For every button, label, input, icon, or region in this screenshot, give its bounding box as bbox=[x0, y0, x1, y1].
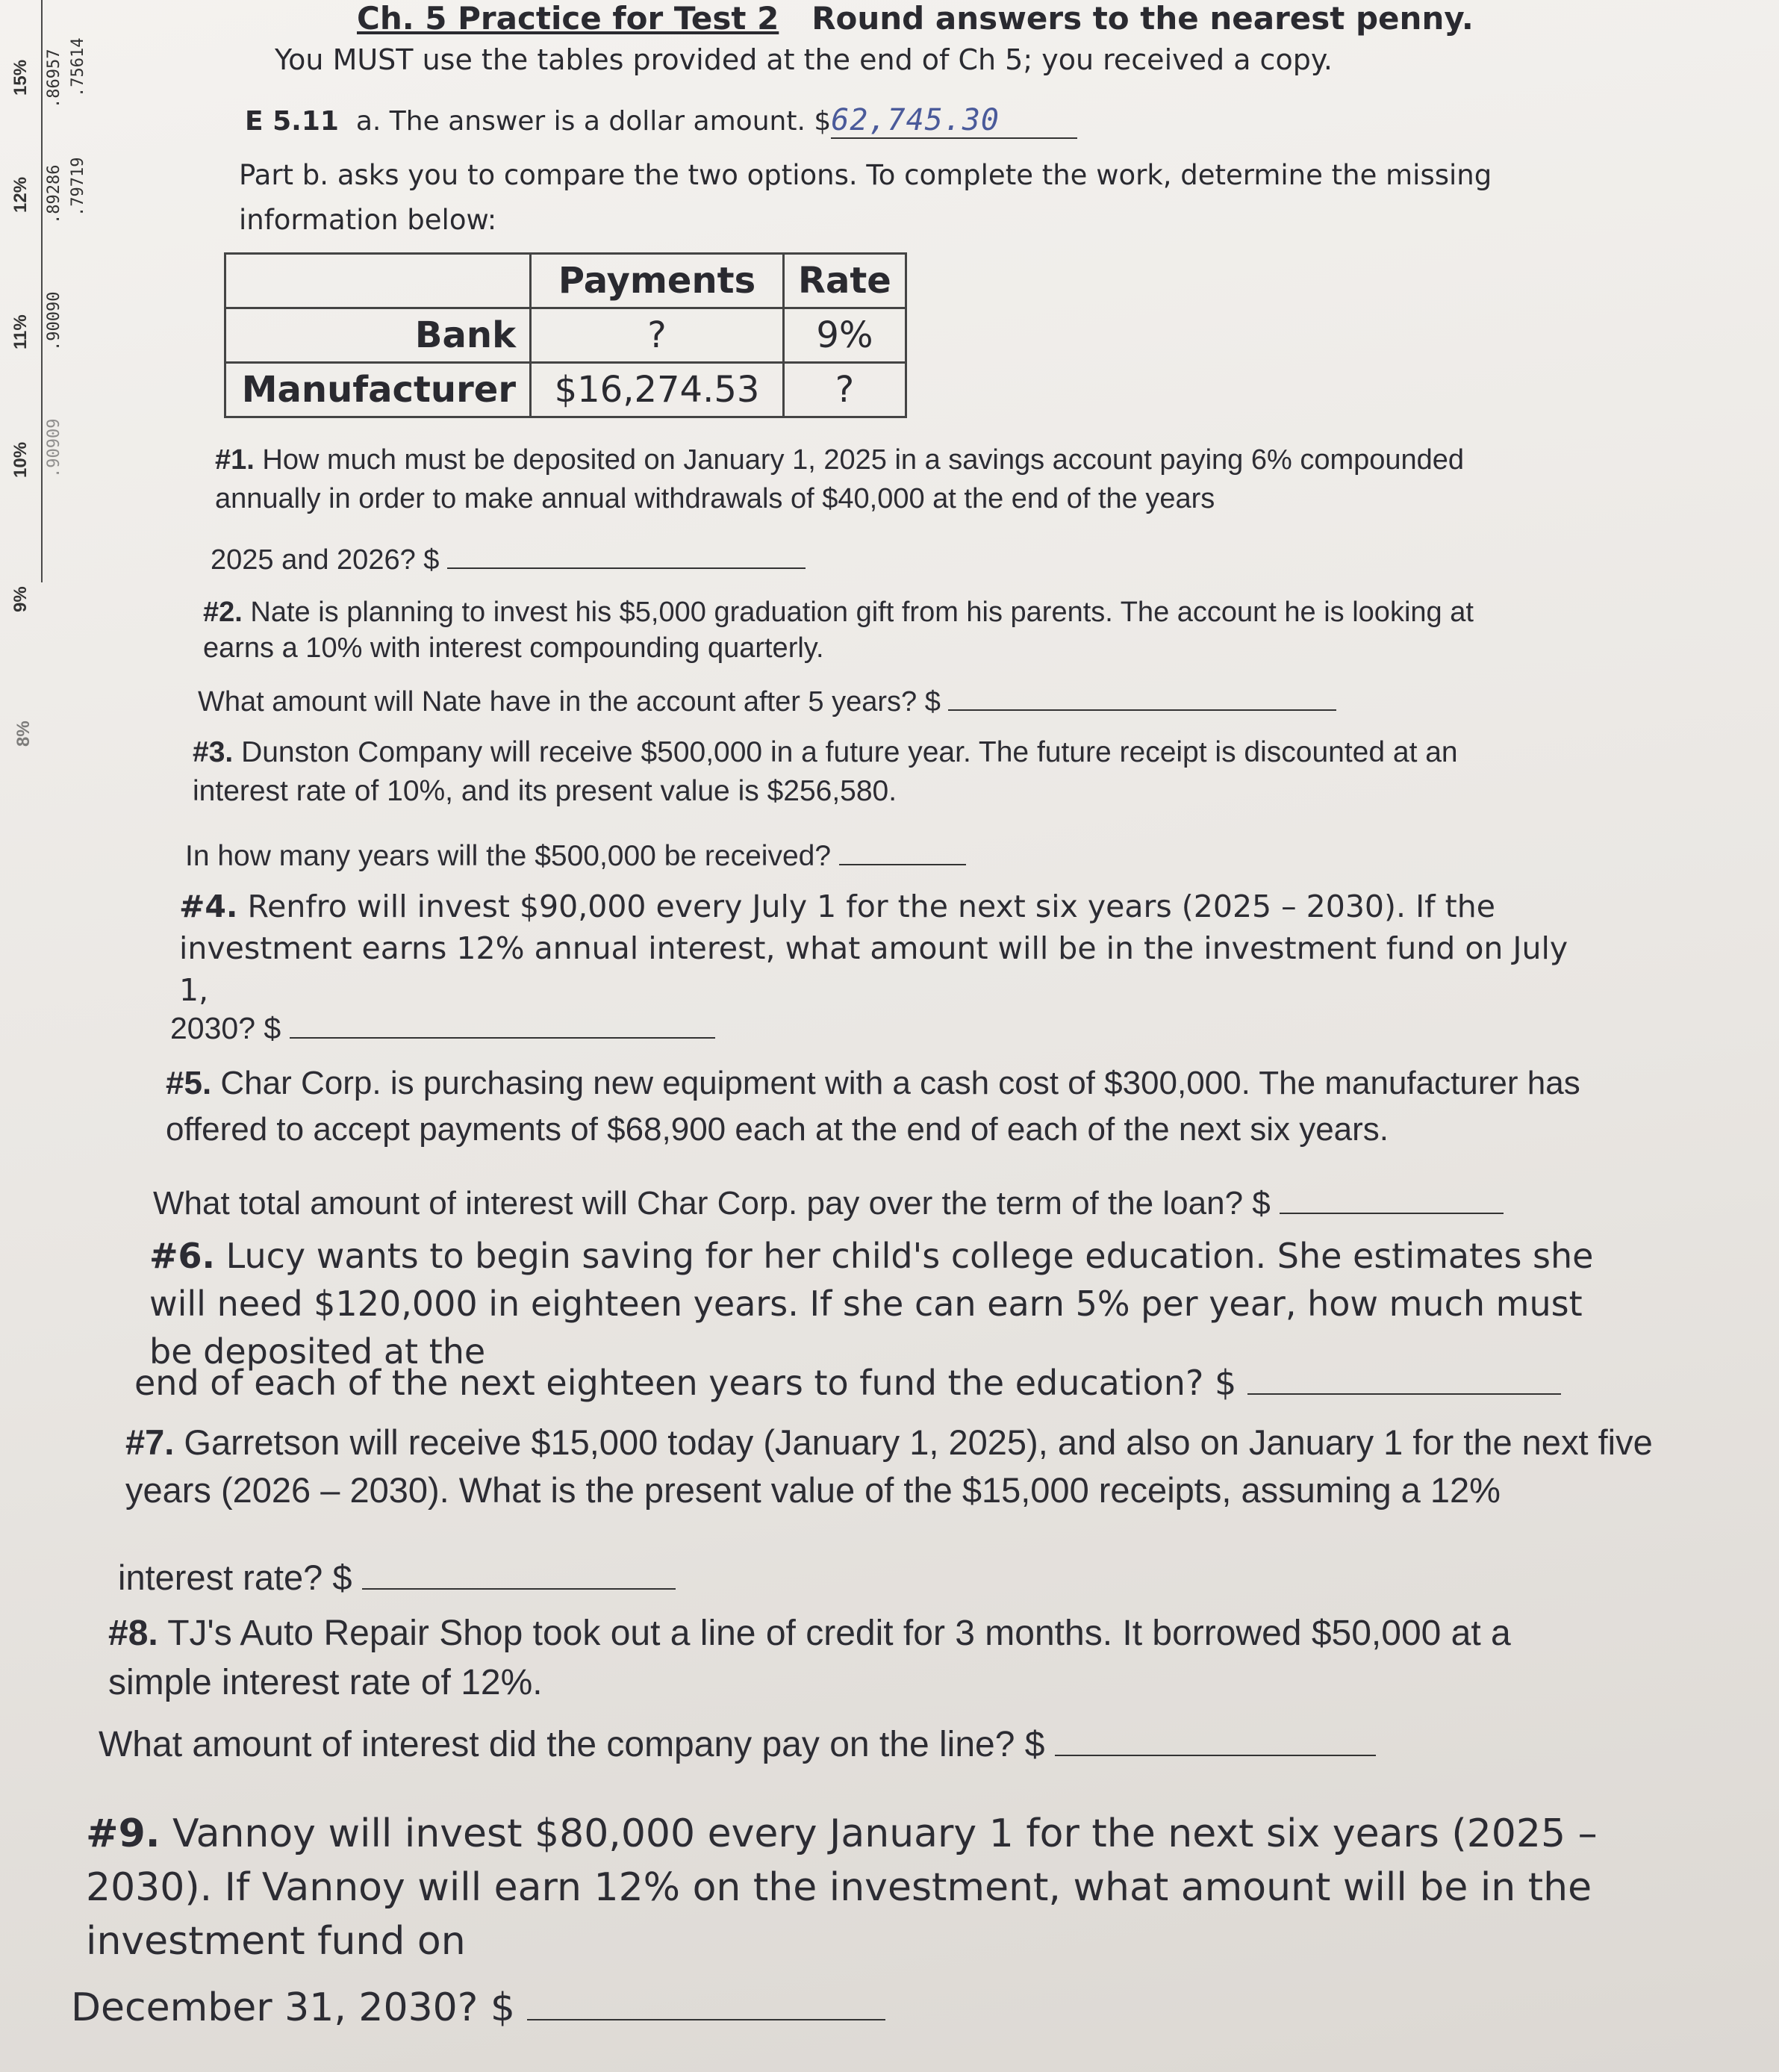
row-name: Manufacturer bbox=[225, 363, 531, 417]
answer-blank[interactable] bbox=[362, 1553, 676, 1590]
question-1-prompt bbox=[211, 539, 806, 576]
answer-prompt: 2025 and 2026? $ bbox=[211, 544, 440, 576]
row-rate: ? bbox=[784, 363, 906, 417]
question-number: #5. bbox=[166, 1065, 212, 1101]
side-rate: 10% bbox=[10, 441, 31, 478]
answer-prompt: In how many years will the $500,000 be received? bbox=[185, 840, 832, 872]
side-value: .90909 bbox=[45, 418, 63, 478]
side-rate: 11% bbox=[10, 314, 31, 349]
options-table bbox=[224, 252, 907, 418]
answer-blank[interactable] bbox=[1247, 1359, 1561, 1395]
question-8 bbox=[108, 1609, 1624, 1708]
answer-blank[interactable] bbox=[839, 835, 966, 865]
answer-blank[interactable] bbox=[948, 681, 1336, 711]
row-payments: $16,274.53 bbox=[531, 363, 784, 417]
side-rate: 12% bbox=[10, 176, 31, 213]
side-value: .90090 bbox=[45, 291, 63, 351]
row-name: Bank bbox=[225, 308, 531, 363]
question-9-prompt bbox=[71, 1980, 885, 2030]
answer-prompt: What total amount of interest will Char Corp. pay over the term of the loan? $ bbox=[153, 1185, 1271, 1222]
question-text: Vannoy will invest $80,000 every January 1 for the next six years (2025 – 2030). If Vannoy will earn 12% on the investment, what amount will be in the investment fund on bbox=[86, 1811, 1598, 1964]
question-text: Nate is planning to invest his $5,000 graduation gift from his parents. The account he is looking at earns a 10% with interest compounding quarterly. bbox=[203, 597, 1474, 664]
question-text: TJ's Auto Repair Shop took out a line of credit for 3 months. It borrowed $50,000 at a simple interest rate of 12%. bbox=[108, 1614, 1511, 1702]
answer-prompt: December 31, 2030? $ bbox=[71, 1985, 515, 2030]
answer-blank[interactable] bbox=[290, 1007, 715, 1039]
question-text: Garretson will receive $15,000 today (January 1, 2025), and also on January 1 for the next five years (2026 – 2030). What is the present value of the $15,000 receipts, assuming a 12% bbox=[125, 1422, 1653, 1510]
question-number: #8. bbox=[108, 1614, 158, 1653]
table-header: Payments bbox=[531, 254, 784, 308]
question-text: Renfro will invest $90,000 every July 1 for the next six years (2025 – 2030). If the investment earns 12% annual interest, what amount will be in the investment fund on July 1, bbox=[179, 889, 1568, 1008]
side-value: .86957 bbox=[45, 49, 63, 108]
question-4-prompt bbox=[170, 1007, 715, 1046]
table-row bbox=[225, 363, 906, 417]
answer-blank[interactable] bbox=[1055, 1719, 1376, 1756]
table-header-row bbox=[225, 254, 906, 308]
side-table-fragment bbox=[0, 0, 108, 754]
question-number: #7. bbox=[125, 1422, 175, 1462]
answer-prompt: end of each of the next eighteen years to fund the education? $ bbox=[134, 1363, 1237, 1403]
worksheet-title: Ch. 5 Practice for Test 2 bbox=[357, 0, 779, 37]
question-number: #2. bbox=[203, 597, 243, 628]
question-2-prompt bbox=[198, 681, 1336, 718]
question-6-prompt bbox=[134, 1359, 1561, 1403]
e511-line bbox=[245, 103, 1077, 139]
table-header bbox=[225, 254, 531, 308]
side-value: .89286 bbox=[45, 164, 63, 224]
side-value: .75614 bbox=[69, 37, 87, 97]
row-rate: 9% bbox=[784, 308, 906, 363]
side-rate: 9% bbox=[10, 586, 31, 612]
answer-blank[interactable] bbox=[1280, 1180, 1504, 1214]
row-payments: ? bbox=[531, 308, 784, 363]
e511-answer[interactable]: 62,745.30 bbox=[831, 103, 1077, 139]
question-8-prompt bbox=[99, 1719, 1376, 1765]
answer-blank[interactable] bbox=[447, 539, 806, 569]
rounding-note: Round answers to the nearest penny. bbox=[811, 0, 1474, 37]
question-7-prompt bbox=[118, 1553, 676, 1598]
question-2 bbox=[203, 594, 1532, 666]
question-7 bbox=[125, 1419, 1678, 1514]
question-number: #4. bbox=[179, 889, 238, 924]
question-number: #1. bbox=[215, 444, 255, 476]
e511-text: a. The answer is a dollar amount. $ bbox=[355, 106, 832, 137]
question-3-prompt bbox=[185, 835, 966, 873]
question-number: #6. bbox=[149, 1236, 216, 1276]
answer-prompt: What amount will Nate have in the account after 5 years? $ bbox=[198, 686, 941, 718]
side-table-divider bbox=[41, 0, 43, 582]
e511-label: E 5.11 bbox=[245, 106, 339, 137]
side-rate: 8% bbox=[13, 721, 34, 747]
part-b-text: Part b. asks you to compare the two options. To complete the work, determine the missing information below: bbox=[239, 159, 1492, 236]
question-5 bbox=[166, 1060, 1614, 1153]
question-text: Char Corp. is purchasing new equipment with a cash cost of $300,000. The manufacturer has offered to accept payments of $68,900 each at the end of each of the next six years. bbox=[166, 1065, 1580, 1148]
question-3 bbox=[193, 733, 1559, 811]
table-header: Rate bbox=[784, 254, 906, 308]
answer-blank[interactable] bbox=[527, 1980, 885, 2020]
question-1 bbox=[215, 441, 1559, 518]
question-9 bbox=[86, 1807, 1698, 1968]
question-4 bbox=[179, 886, 1583, 1011]
table-row bbox=[225, 308, 906, 363]
answer-prompt: 2030? $ bbox=[170, 1011, 281, 1045]
side-rate: 15% bbox=[10, 59, 31, 96]
question-5-prompt bbox=[153, 1180, 1504, 1222]
page-title bbox=[357, 0, 1474, 37]
instruction: You MUST use the tables provided at the end of Ch 5; you received a copy. bbox=[275, 43, 1333, 76]
side-value: .79719 bbox=[69, 157, 87, 217]
question-6 bbox=[149, 1232, 1635, 1375]
question-text: Lucy wants to begin saving for her child's college education. She estimates she will need $120,000 in eighteen years. If she can earn 5% per year, how much must be deposited at the bbox=[149, 1236, 1594, 1372]
answer-prompt: interest rate? $ bbox=[118, 1558, 352, 1597]
question-number: #3. bbox=[193, 736, 234, 768]
answer-prompt: What amount of interest did the company pay on the line? $ bbox=[99, 1725, 1045, 1764]
question-number: #9. bbox=[86, 1811, 161, 1856]
question-text: How much must be deposited on January 1, 2025 in a savings account paying 6% compounded annually in order to make annual withdrawals of $40,000 at the end of the years bbox=[215, 444, 1465, 514]
question-text: Dunston Company will receive $500,000 in a future year. The future receipt is discounted at an interest rate of 10%, and its present value is $256,580. bbox=[193, 736, 1458, 807]
